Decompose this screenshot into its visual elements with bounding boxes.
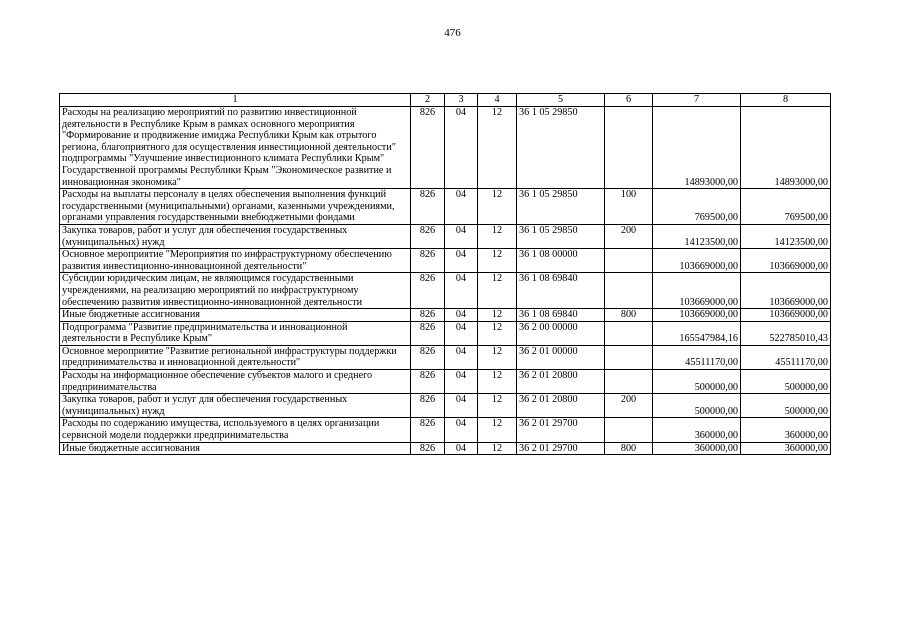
subsection-code: 12 xyxy=(478,394,517,418)
table-row xyxy=(60,189,831,225)
expense-type-code: 200 xyxy=(605,224,653,248)
subsection-code: 12 xyxy=(478,273,517,309)
table-row xyxy=(60,107,831,189)
column-header: 8 xyxy=(741,94,831,107)
row-description: Основное мероприятие "Развитие региональной инфраструктуры поддержки предпринимательства и инновационной деятельности" xyxy=(60,345,411,369)
amount-year-1: 500000,00 xyxy=(653,394,741,418)
row-description: Расходы на информационное обеспечение субъектов малого и среднего предпринимательства xyxy=(60,370,411,394)
target-article-code: 36 1 08 69840 xyxy=(517,273,605,309)
ministry-code: 826 xyxy=(411,394,445,418)
row-description: Закупка товаров, работ и услуг для обеспечения государственных (муниципальных) нужд xyxy=(60,394,411,418)
target-article-code: 36 1 05 29850 xyxy=(517,224,605,248)
section-code: 04 xyxy=(445,345,478,369)
expense-type-code xyxy=(605,370,653,394)
subsection-code: 12 xyxy=(478,107,517,189)
ministry-code: 826 xyxy=(411,321,445,345)
expense-type-code: 800 xyxy=(605,442,653,455)
expense-type-code: 800 xyxy=(605,309,653,322)
table-header-row xyxy=(60,94,831,107)
expense-type-code xyxy=(605,345,653,369)
amount-year-1: 500000,00 xyxy=(653,370,741,394)
table-row xyxy=(60,345,831,369)
table-row xyxy=(60,370,831,394)
row-description: Закупка товаров, работ и услуг для обеспечения государственных (муниципальных) нужд xyxy=(60,224,411,248)
column-header: 2 xyxy=(411,94,445,107)
ministry-code: 826 xyxy=(411,309,445,322)
section-code: 04 xyxy=(445,394,478,418)
column-header: 7 xyxy=(653,94,741,107)
ministry-code: 826 xyxy=(411,224,445,248)
ministry-code: 826 xyxy=(411,345,445,369)
amount-year-2: 103669000,00 xyxy=(741,309,831,322)
target-article-code: 36 2 01 20800 xyxy=(517,394,605,418)
ministry-code: 826 xyxy=(411,418,445,442)
target-article-code: 36 2 01 00000 xyxy=(517,345,605,369)
subsection-code: 12 xyxy=(478,418,517,442)
column-header: 4 xyxy=(478,94,517,107)
row-description: Расходы на реализацию мероприятий по развитию инвестиционной деятельности в Республике Крым в рамках основного мероприятия "Формирование и продвижение имиджа Республики Крым как отрытого региона, благоприятного для осуществления инвестиционной деятельности" подпрограммы "Улучшение инвестиционного климата Республики Крым" Государственной программы Республики Крым "Экономическое развитие и инновационная экономика" xyxy=(60,107,411,189)
target-article-code: 36 1 05 29850 xyxy=(517,107,605,189)
column-header: 6 xyxy=(605,94,653,107)
section-code: 04 xyxy=(445,224,478,248)
expense-type-code xyxy=(605,418,653,442)
ministry-code: 826 xyxy=(411,273,445,309)
amount-year-2: 103669000,00 xyxy=(741,249,831,273)
row-description: Субсидии юридическим лицам, не являющимся государственными учреждениями, на реализацию мероприятий по инфраструктурному обеспечению развития инвестиционно-инновационной деятельности xyxy=(60,273,411,309)
table-row xyxy=(60,224,831,248)
target-article-code: 36 2 01 29700 xyxy=(517,418,605,442)
row-description: Основное мероприятие "Мероприятия по инфраструктурному обеспечению развития инвестиционно-инновационной деятельности" xyxy=(60,249,411,273)
amount-year-1: 769500,00 xyxy=(653,189,741,225)
table-row xyxy=(60,321,831,345)
target-article-code: 36 1 08 00000 xyxy=(517,249,605,273)
amount-year-1: 360000,00 xyxy=(653,442,741,455)
ministry-code: 826 xyxy=(411,370,445,394)
row-description: Расходы по содержанию имущества, используемого в целях организации сервисной модели поддержки предпринимательства xyxy=(60,418,411,442)
amount-year-2: 500000,00 xyxy=(741,370,831,394)
expense-type-code xyxy=(605,273,653,309)
table-row xyxy=(60,442,831,455)
amount-year-1: 14123500,00 xyxy=(653,224,741,248)
amount-year-2: 500000,00 xyxy=(741,394,831,418)
section-code: 04 xyxy=(445,321,478,345)
subsection-code: 12 xyxy=(478,345,517,369)
row-description: Расходы на выплаты персоналу в целях обеспечения выполнения функций государственными (муниципальными) органами, казенными учреждениями, органами управления государственными внебюджетными фондами xyxy=(60,189,411,225)
page-number: 476 xyxy=(444,27,461,39)
amount-year-2: 769500,00 xyxy=(741,189,831,225)
amount-year-1: 103669000,00 xyxy=(653,309,741,322)
column-header: 3 xyxy=(445,94,478,107)
target-article-code: 36 1 08 69840 xyxy=(517,309,605,322)
target-article-code: 36 1 05 29850 xyxy=(517,189,605,225)
expense-type-code: 200 xyxy=(605,394,653,418)
amount-year-2: 14893000,00 xyxy=(741,107,831,189)
subsection-code: 12 xyxy=(478,309,517,322)
expense-type-code xyxy=(605,107,653,189)
expense-type-code xyxy=(605,249,653,273)
section-code: 04 xyxy=(445,189,478,225)
section-code: 04 xyxy=(445,309,478,322)
subsection-code: 12 xyxy=(478,442,517,455)
amount-year-1: 14893000,00 xyxy=(653,107,741,189)
amount-year-2: 360000,00 xyxy=(741,418,831,442)
ministry-code: 826 xyxy=(411,189,445,225)
ministry-code: 826 xyxy=(411,107,445,189)
table-row xyxy=(60,273,831,309)
section-code: 04 xyxy=(445,273,478,309)
table-row xyxy=(60,394,831,418)
section-code: 04 xyxy=(445,370,478,394)
expense-type-code: 100 xyxy=(605,189,653,225)
ministry-code: 826 xyxy=(411,249,445,273)
amount-year-2: 103669000,00 xyxy=(741,273,831,309)
row-description: Иные бюджетные ассигнования xyxy=(60,309,411,322)
subsection-code: 12 xyxy=(478,249,517,273)
amount-year-1: 165547984,16 xyxy=(653,321,741,345)
subsection-code: 12 xyxy=(478,189,517,225)
section-code: 04 xyxy=(445,249,478,273)
amount-year-2: 14123500,00 xyxy=(741,224,831,248)
table-row xyxy=(60,309,831,322)
section-code: 04 xyxy=(445,418,478,442)
target-article-code: 36 2 00 00000 xyxy=(517,321,605,345)
budget-table xyxy=(59,93,831,455)
amount-year-2: 360000,00 xyxy=(741,442,831,455)
row-description: Иные бюджетные ассигнования xyxy=(60,442,411,455)
amount-year-2: 45511170,00 xyxy=(741,345,831,369)
section-code: 04 xyxy=(445,442,478,455)
subsection-code: 12 xyxy=(478,321,517,345)
table-row xyxy=(60,249,831,273)
section-code: 04 xyxy=(445,107,478,189)
target-article-code: 36 2 01 29700 xyxy=(517,442,605,455)
expense-type-code xyxy=(605,321,653,345)
amount-year-1: 360000,00 xyxy=(653,418,741,442)
subsection-code: 12 xyxy=(478,370,517,394)
amount-year-1: 103669000,00 xyxy=(653,249,741,273)
table-row xyxy=(60,418,831,442)
target-article-code: 36 2 01 20800 xyxy=(517,370,605,394)
column-header: 1 xyxy=(60,94,411,107)
amount-year-2: 522785010,43 xyxy=(741,321,831,345)
amount-year-1: 103669000,00 xyxy=(653,273,741,309)
ministry-code: 826 xyxy=(411,442,445,455)
column-header: 5 xyxy=(517,94,605,107)
row-description: Подпрограмма "Развитие предпринимательства и инновационной деятельности в Республике Крым" xyxy=(60,321,411,345)
subsection-code: 12 xyxy=(478,224,517,248)
amount-year-1: 45511170,00 xyxy=(653,345,741,369)
